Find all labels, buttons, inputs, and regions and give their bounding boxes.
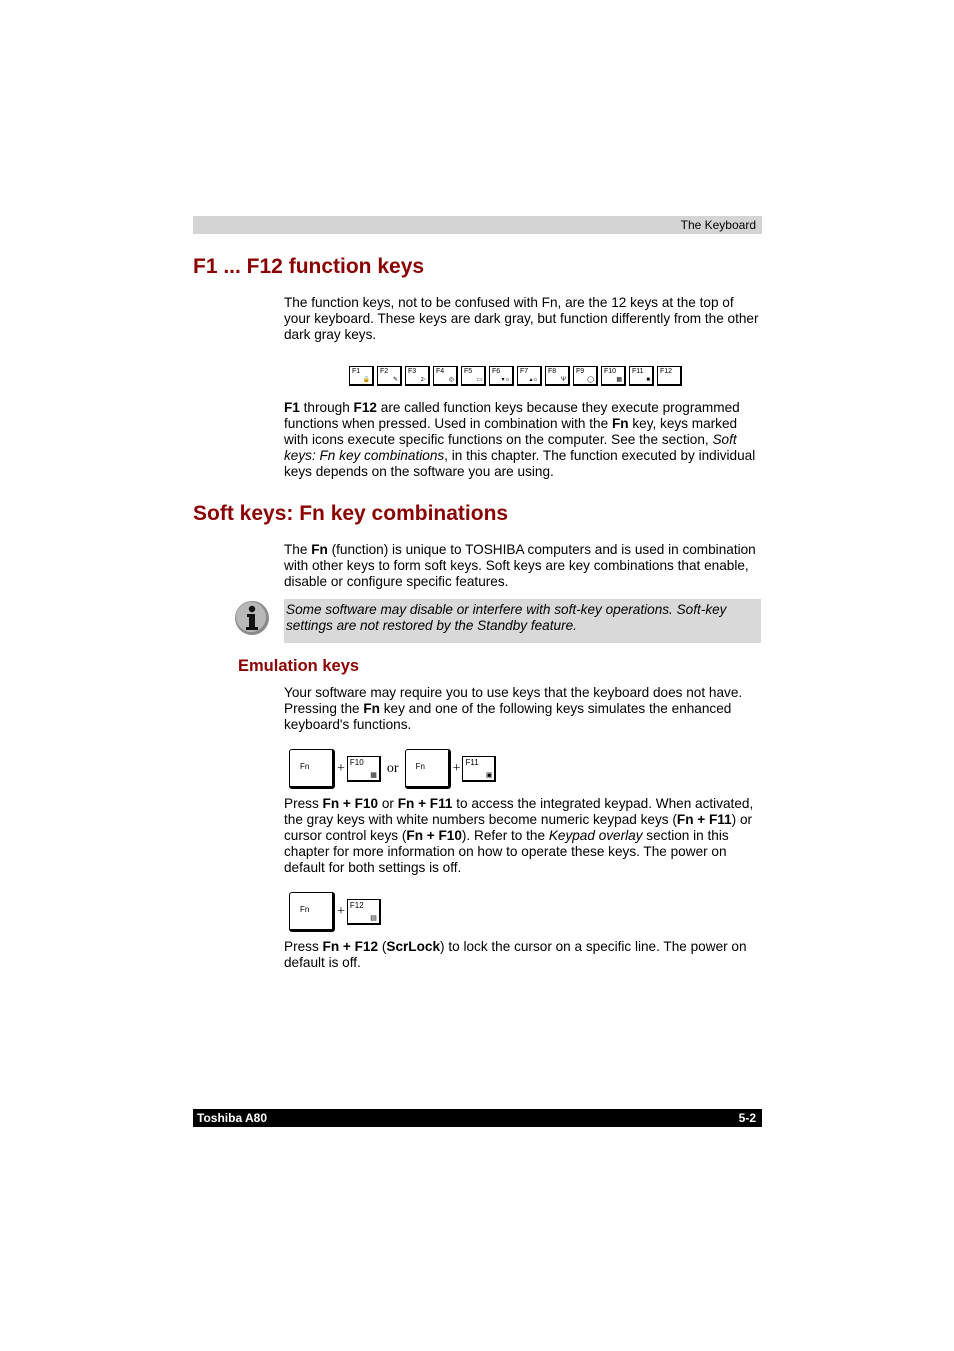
section-title-soft-keys: Soft keys: Fn key combinations (193, 502, 509, 525)
subsection-title-emulation-keys: Emulation keys (238, 657, 360, 675)
function-key-icon: ▾☼ (501, 377, 510, 383)
footer-product: Toshiba A80 (197, 1111, 268, 1125)
function-key-icon: ▦ (616, 377, 622, 383)
function-key-icon: Ψ (560, 377, 566, 383)
function-key-label: F9 (576, 368, 585, 375)
function-key-f4 (433, 366, 458, 386)
function-key-label: F5 (464, 368, 473, 375)
function-keys-intro: The function keys, not to be confused with Fn, are the 12 keys at the top of your keyboard. These keys are dark gray, but function differently from the other dark gray keys. (284, 295, 759, 342)
note-text: Some software may disable or interfere with soft-key operations. Soft-key settings are not restored by the Standby feature. (286, 602, 727, 633)
function-key-icon: ◎ (448, 377, 454, 383)
plus-sign: + (337, 904, 345, 919)
fn-key: Fn (289, 892, 335, 932)
function-key-f8 (545, 366, 570, 386)
scroll-lock-icon: ▤ (370, 915, 377, 922)
function-key-label: F10 (604, 368, 617, 375)
page-footer (193, 1109, 762, 1127)
function-key-icon: ■ (646, 377, 650, 383)
plus-sign: + (337, 761, 345, 776)
header-section-title: The Keyboard (680, 218, 756, 232)
soft-keys-intro: The Fn (function) is unique to TOSHIBA computers and is used in combination with other keys to form soft keys. Soft keys are key combinations that enable, disable or configure specific features. (284, 542, 756, 589)
function-key-f11 (629, 366, 654, 386)
keypad-icon: ▣ (485, 772, 493, 779)
function-key-icon: ◯ (587, 377, 594, 383)
function-key-label: F3 (408, 368, 417, 375)
function-key-f5 (461, 366, 486, 386)
function-key-label: F7 (520, 368, 529, 375)
function-key-label: F1 (352, 368, 361, 375)
fn-f10-f11-description: Press Fn + F10 or Fn + F11 to access the integrated keypad. When activated, the gray keys with white numbers become numeric keypad keys (Fn + F11) or cursor control keys (Fn + F10). Refer to the Keypad overlay section in this chapter for more information on how to operate these keys. The power on default for both settings is off. (284, 796, 754, 875)
or-text: or (386, 761, 399, 776)
function-key-row (349, 366, 682, 386)
f12-key: F12 ▤ (347, 899, 381, 925)
function-key-f12 (657, 366, 682, 386)
function-key-icon: z◦ (420, 377, 426, 383)
function-key-f10 (601, 366, 626, 386)
function-key-label: F2 (380, 368, 389, 375)
section-title-function-keys: F1 ... F12 function keys (193, 255, 425, 278)
function-key-f6 (489, 366, 514, 386)
function-key-icon: ✎ (392, 377, 398, 383)
footer-page-number: 5-2 (738, 1111, 756, 1125)
fn-key: Fn (289, 749, 335, 789)
function-key-icon: 🔒 (362, 377, 370, 383)
fn-f10-f11-combo (289, 749, 496, 789)
fn-f12-combo (289, 892, 381, 932)
keypad-icon: ▦ (370, 772, 377, 779)
function-key-label: F6 (492, 368, 501, 375)
fn-f12-description: Press Fn + F12 (ScrLock) to lock the cursor on a specific line. The power on default is off. (284, 939, 747, 970)
function-key-label: F11 (632, 368, 644, 375)
info-icon (234, 600, 270, 636)
function-key-f1 (349, 366, 374, 386)
function-key-f3 (405, 366, 430, 386)
running-header (193, 216, 762, 234)
f11-key: F11 ▣ (462, 756, 496, 782)
fn-key: Fn (405, 749, 451, 789)
function-key-label: F8 (548, 368, 557, 375)
function-key-icon: ▭ (476, 377, 482, 383)
function-key-label: F4 (436, 368, 445, 375)
note-box (284, 599, 761, 643)
plus-sign: + (452, 761, 461, 776)
function-key-label: F12 (660, 368, 673, 375)
function-keys-description: F1 through F12 are called function keys because they execute programmed functions when pressed. Used in combination with the Fn key, keys marked with icons execute specific functions on the computer. See the section, Soft keys: Fn key combinations, in this chapter. The function executed by individual keys depends on the software you are using. (284, 400, 756, 479)
function-key-f2 (377, 366, 402, 386)
function-key-icon: ▴☼ (529, 377, 538, 383)
function-key-f7 (517, 366, 542, 386)
f10-key: F10 ▦ (347, 756, 381, 782)
emulation-intro: Your software may require you to use keys that the keyboard does not have. Pressing the Fn key and one of the following keys simulates the enhanced keyboard's functions. (284, 685, 743, 732)
function-key-f9 (573, 366, 598, 386)
